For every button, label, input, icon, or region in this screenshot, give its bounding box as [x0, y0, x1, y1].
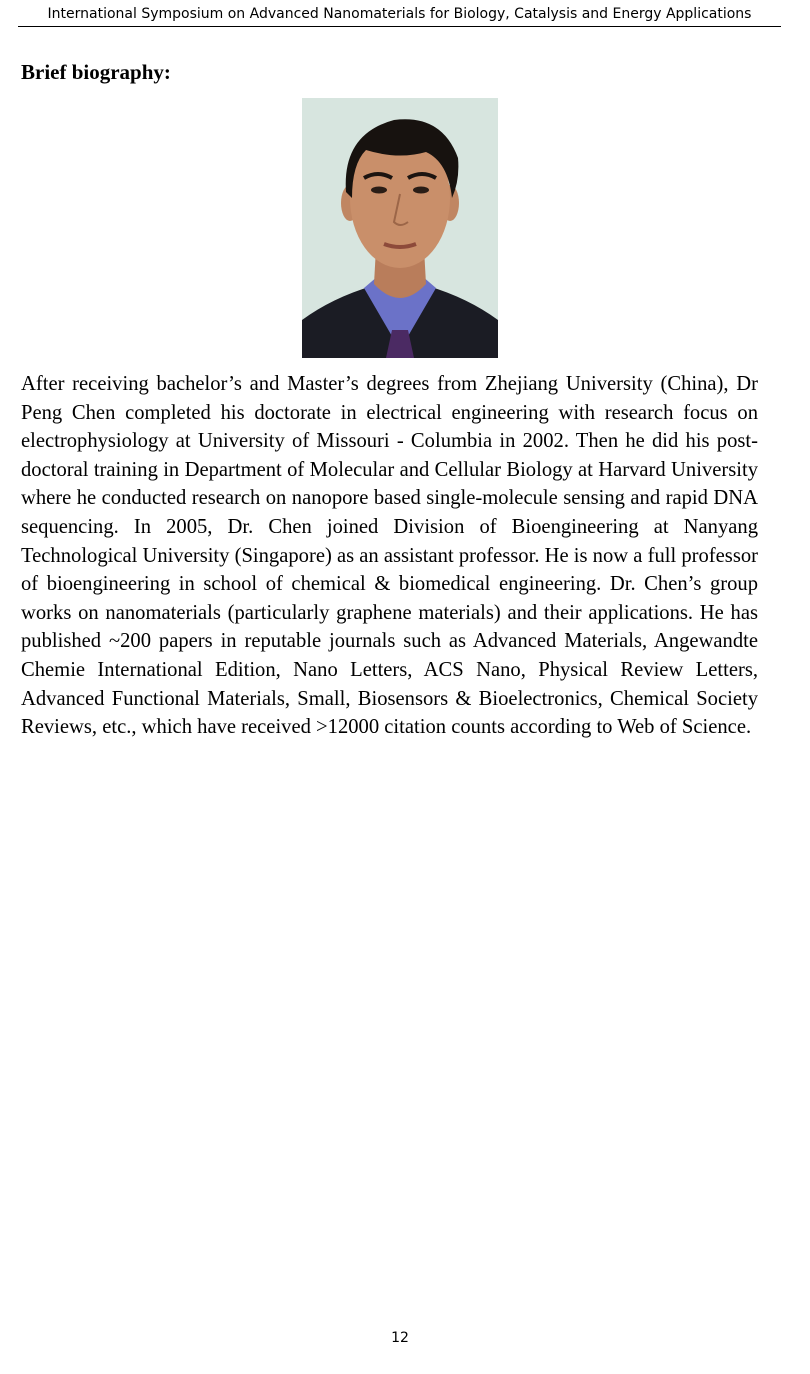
section-title: Brief biography: — [21, 60, 171, 84]
portrait-photo — [302, 98, 498, 358]
right-eye — [413, 187, 429, 194]
page-number: 12 — [391, 1330, 409, 1346]
biography-paragraph: After receiving bachelor’s and Master’s degrees from Zhejiang University (China), Dr Peng Chen completed his doctorate in electrical engineering with research focus on electrophysiology at University of Missouri - Columbia in 2002. Then he did his post-doctoral training in Department of Molecular and Cellular Biology at Harvard University where he conducted research on nanopore based single-molecule sensing and rapid DNA sequencing. In 2005, Dr. Chen joined Division of Bioengineering at Nanyang Technological University (Singapore) as an assistant professor. He is now a full professor of bioengineering in school of chemical & biomedical engineering. Dr. Chen’s group works on nanomaterials (particularly graphene materials) and their applications. He has published ~200 papers in reputable journals such as Advanced Materials, Angewandte Chemie International Edition, Nano Letters, ACS Nano, Physical Review Letters, Advanced Functional Materials, Small, Biosensors & Bioelectronics, Chemical Society Reviews, etc., which have received >12000 citation counts according to Web of Science. — [21, 373, 758, 739]
running-header: International Symposium on Advanced Nanomaterials for Biology, Catalysis and Energy Applications — [18, 0, 781, 27]
left-eye — [371, 187, 387, 194]
